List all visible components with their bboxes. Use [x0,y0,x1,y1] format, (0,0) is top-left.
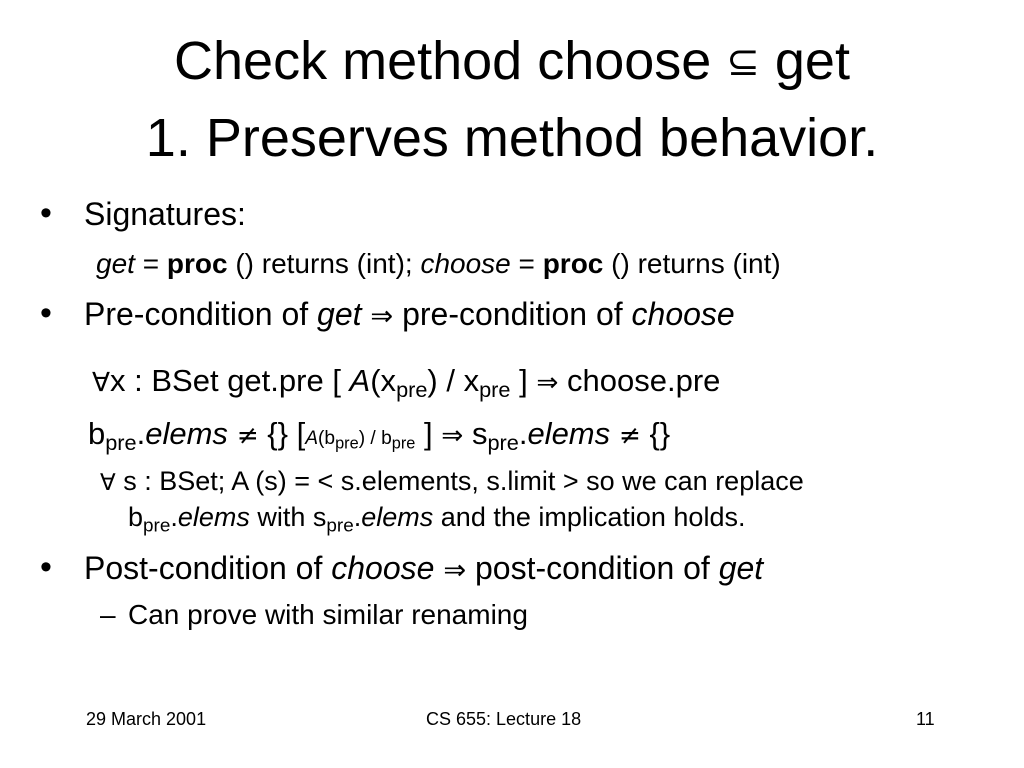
footer-page-number: 11 [916,709,935,729]
forall-precondition-line: ∀x : BSet get.pre [ $A(x_{pre}) / x_{pre}$ ] ⇒ choose.pre [92,363,721,403]
not-equal-symbol: ≠ [618,421,641,451]
bullet-icon: • [40,548,52,586]
forall-symbol: ∀ [92,368,111,398]
subset-symbol: ⊆ [726,39,760,85]
signatures-line: get = proc () returns (int); choose = proc () returns (int) [96,248,781,279]
bullet-postcondition: Post-condition of choose ⇒ post-condition of get [84,550,764,586]
bullet-precondition: Pre-condition of get ⇒ pre-condition of choose [84,296,735,332]
dash-icon: – [100,599,116,630]
slide-title-line2: 1. Preserves method behavior. [145,108,879,168]
elems-rename-line: $b_{pre}.elems$ ≠ {} [$A(b_{pre}) / b_{pre}$ ] ⇒ $s_{pre}.elems$ ≠ {} [88,416,671,456]
bullet-icon: • [40,194,52,232]
not-equal-symbol: ≠ [236,421,259,451]
forall-s-note-line2: $b_{pre}.elems$ with $s_{pre}.elems$ and the implication holds. [128,502,746,537]
slide-title-line1: Check method choose ⊆ get [174,31,850,91]
forall-s-note-line1: ∀ s : BSet; A (s) = < s.elements, s.limit > so we can replace [100,466,804,496]
bullet-icon: • [40,294,52,332]
footer-course: CS 655: Lecture 18 [426,709,582,729]
forall-symbol: ∀ [100,470,116,496]
implies-symbol: ⇒ [443,555,467,586]
implies-symbol: ⇒ [441,421,464,451]
footer-date: 29 March 2001 [86,709,207,729]
bullet-signatures: Signatures: [84,196,246,232]
implies-symbol: ⇒ [370,301,394,332]
postcondition-subpoint: Can prove with similar renaming [128,599,528,630]
implies-symbol: ⇒ [536,368,559,398]
